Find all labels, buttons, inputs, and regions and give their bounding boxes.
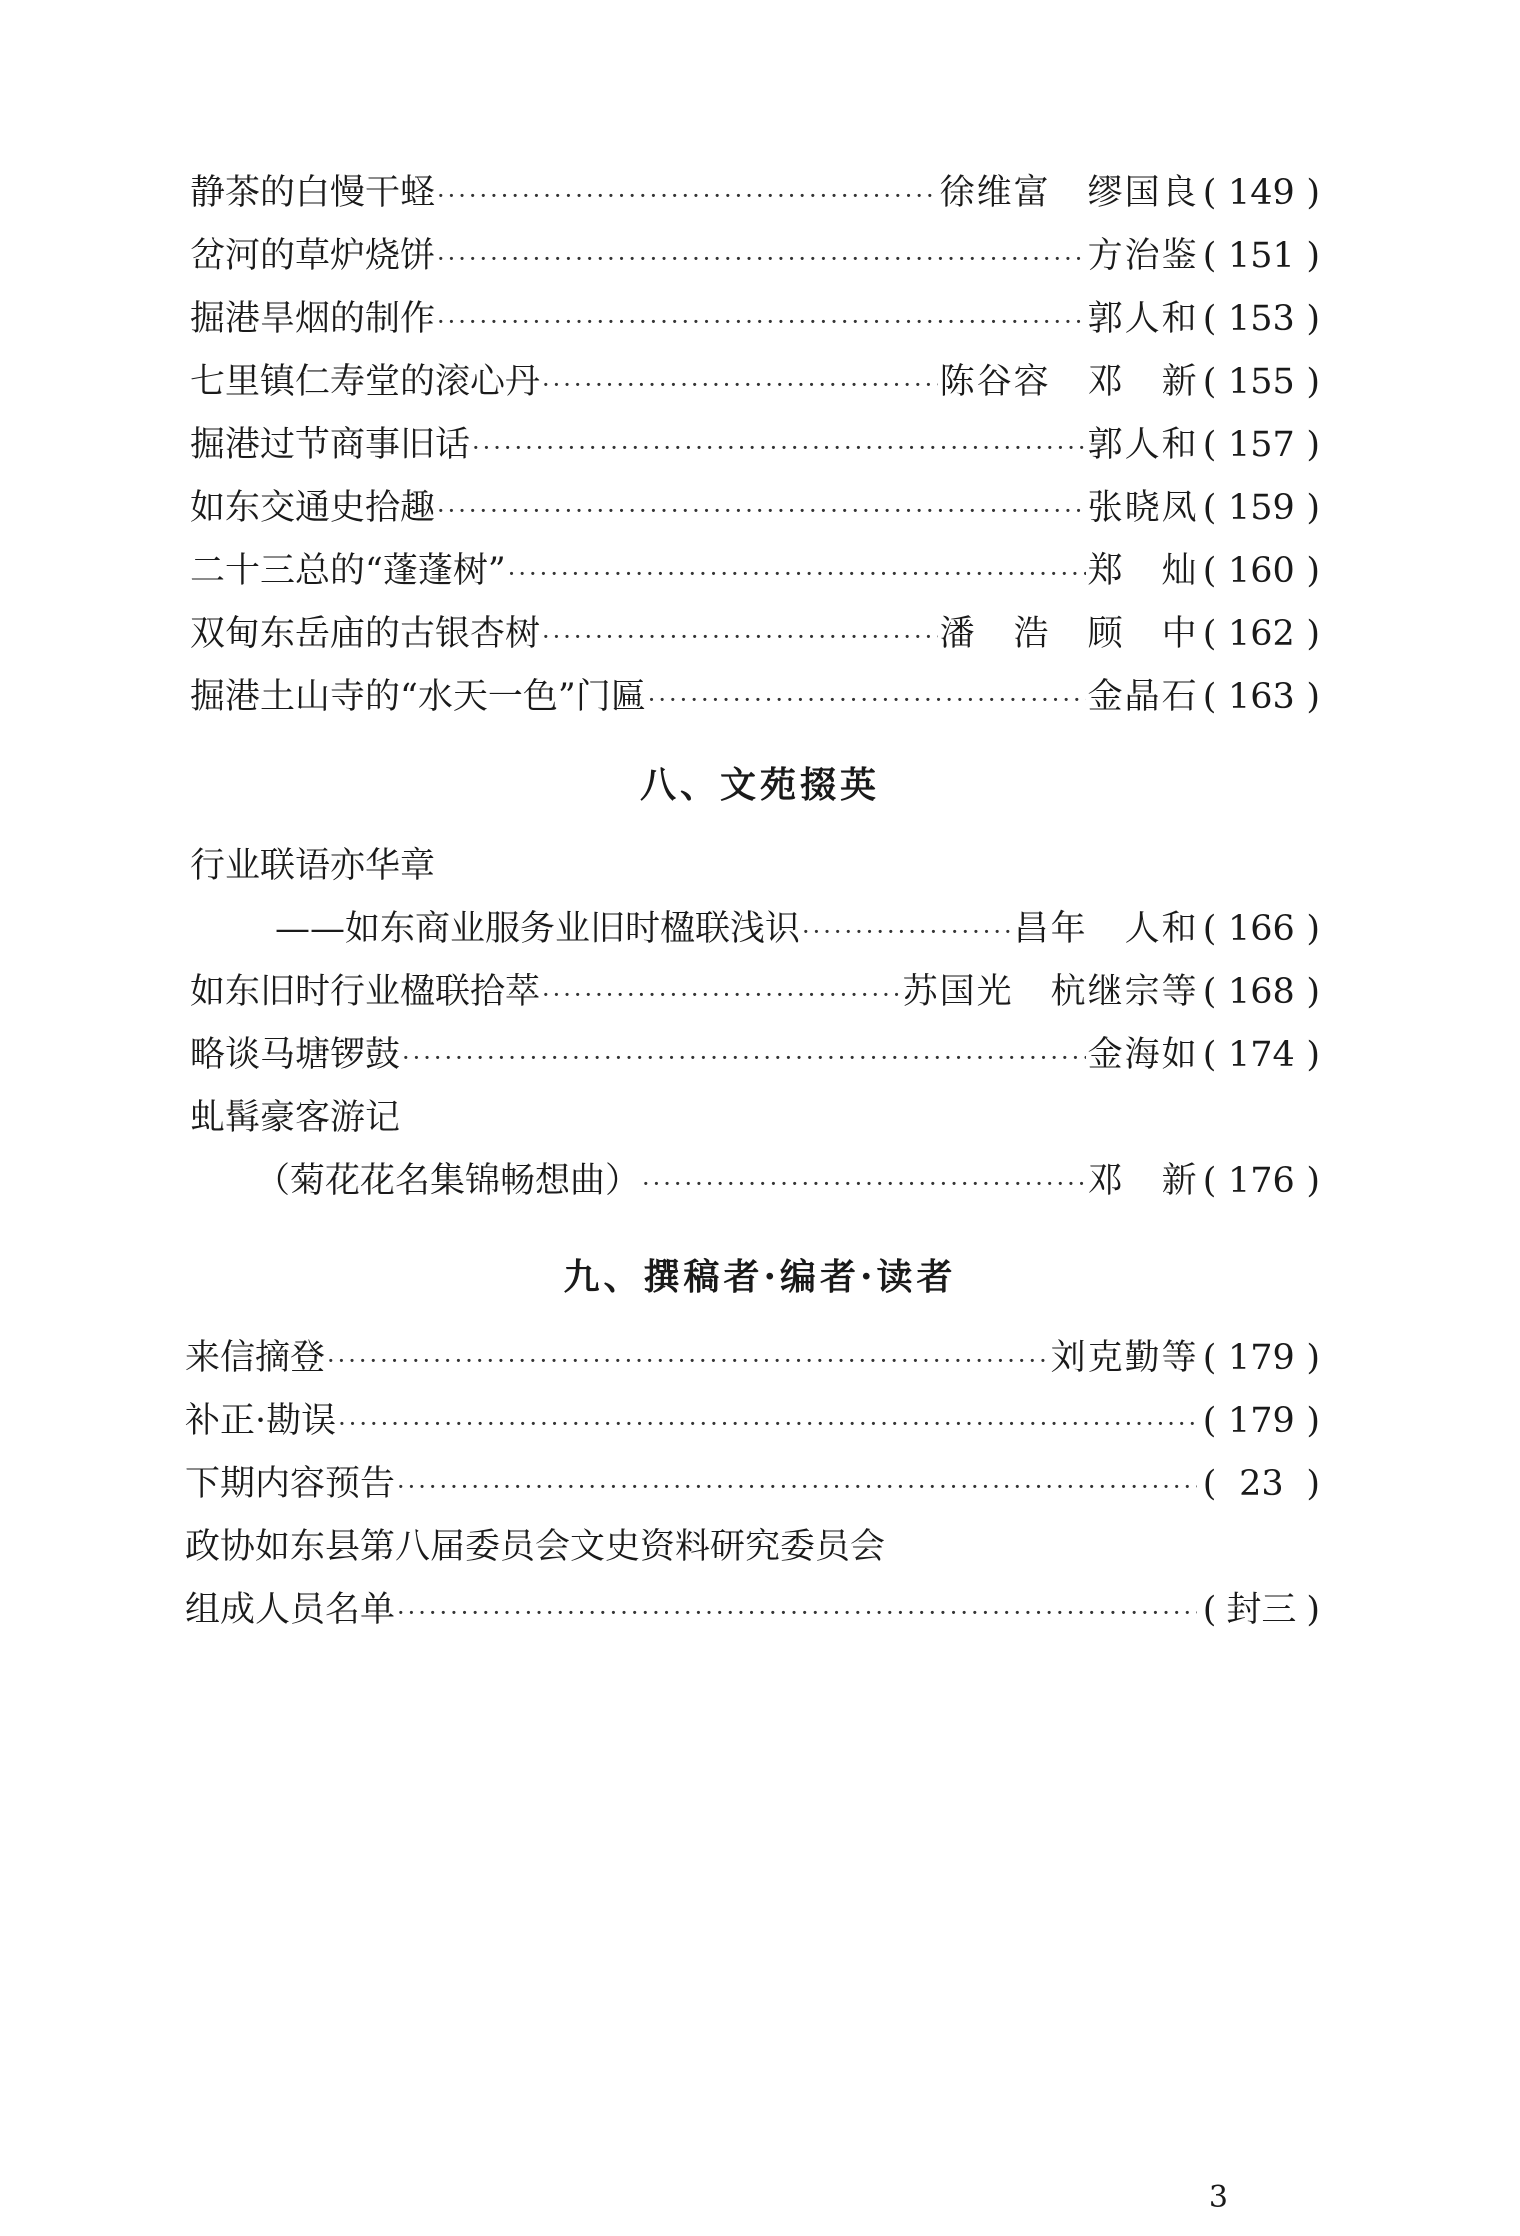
toc-entry-author: 昌年 人和 — [1013, 909, 1199, 949]
toc-entry-page: ( 159 ) — [1202, 488, 1320, 528]
leader-dots — [338, 1396, 1197, 1452]
toc-entry-page: ( 163 ) — [1202, 677, 1320, 717]
toc-entry-page: ( 149 ) — [1202, 173, 1320, 213]
leader-dots — [402, 1030, 1086, 1086]
toc-entry — [185, 1582, 1320, 1638]
section-heading: 八、文苑掇英 — [639, 764, 880, 806]
toc-entry-page: ( 155 ) — [1202, 362, 1320, 402]
toc-entry-page: ( 162 ) — [1202, 614, 1320, 654]
toc-entry-page: ( 封三 ) — [1202, 1590, 1320, 1630]
toc-entry — [190, 606, 1320, 662]
toc-entry-title: 来信摘登 — [185, 1338, 326, 1378]
toc-entry — [190, 291, 1320, 347]
toc-entry-title: 组成人员名单 — [185, 1590, 396, 1630]
leader-dots — [397, 1585, 1197, 1641]
toc-entry-title: 双甸东岳庙的古银杏树 — [190, 614, 541, 654]
toc-entry — [185, 1456, 1320, 1512]
toc-entry-page: ( 23 ) — [1202, 1464, 1320, 1504]
toc-entry-author: 刘克勤等 — [1050, 1338, 1199, 1378]
toc-entry-title: 补正·勘误 — [185, 1401, 337, 1441]
page-number: 3 — [1208, 2180, 1228, 2215]
toc-entry — [190, 165, 1320, 221]
toc-entry-title: 岔河的草炉烧饼 — [190, 236, 436, 276]
leader-dots — [648, 672, 1086, 728]
toc-entry-page: ( 157 ) — [1202, 425, 1320, 465]
toc-entry-title: 如东交通史拾趣 — [190, 488, 436, 528]
toc-entry — [190, 417, 1320, 473]
toc-entry-author: 金晶石 — [1087, 677, 1199, 717]
toc-entry-title: 七里镇仁寿堂的滚心丹 — [190, 362, 541, 402]
leader-dots — [542, 357, 938, 413]
toc-entry-page: ( 176 ) — [1202, 1161, 1320, 1201]
toc-entry-page: ( 160 ) — [1202, 551, 1320, 591]
toc-entry — [190, 354, 1320, 410]
toc-entry — [185, 1330, 1320, 1386]
toc-entry — [190, 669, 1320, 725]
leader-dots — [437, 294, 1086, 350]
toc-entry-subtitle: ——如东商业服务业旧时楹联浅识 — [275, 909, 801, 949]
toc-entry — [190, 480, 1320, 536]
toc-entry-author: 郭人和 — [1087, 299, 1199, 339]
toc-entry-author: 潘 浩 顾 中 — [939, 614, 1199, 654]
toc-entry-subtitle: （菊花花名集锦畅想曲） — [255, 1161, 641, 1201]
leader-dots — [508, 546, 1086, 602]
leader-dots — [327, 1333, 1049, 1389]
toc-entry-page: ( 179 ) — [1202, 1338, 1320, 1378]
toc-entry-title: 如东旧时行业楹联拾萃 — [190, 972, 541, 1012]
toc-entry-author: 徐维富 缪国良 — [939, 173, 1199, 213]
toc-entry-author: 郭人和 — [1087, 425, 1199, 465]
toc-entry-author: 郑 灿 — [1087, 551, 1199, 591]
section-heading: 九、撰稿者·编者·读者 — [563, 1256, 957, 1298]
toc-entry-author: 陈谷容 邓 新 — [939, 362, 1199, 402]
toc-entry-title: 二十三总的“蓬蓬树” — [190, 551, 506, 591]
toc-entry-title: 掘港土山寺的“水天一色”门匾 — [190, 677, 646, 717]
toc-entry-page: ( 151 ) — [1202, 236, 1320, 276]
leader-dots — [472, 420, 1086, 476]
toc-entry-page: ( 174 ) — [1202, 1035, 1320, 1075]
toc-entry — [190, 228, 1320, 284]
toc-entry-author: 方治鉴 — [1087, 236, 1199, 276]
toc-entry-title: 静茶的白慢干蛏 — [190, 173, 436, 213]
toc-entry-page: ( 168 ) — [1202, 972, 1320, 1012]
toc-entry — [190, 1027, 1320, 1083]
toc-entry — [275, 901, 1320, 957]
toc-entry-title: 行业联语亦华章 — [190, 846, 436, 886]
toc-entry — [190, 543, 1320, 599]
toc-entry-author: 张晓凤 — [1087, 488, 1199, 528]
toc-entry-title: 略谈马塘锣鼓 — [190, 1035, 401, 1075]
toc-entry-title: 政协如东县第八届委员会文史资料研究委员会 — [185, 1527, 886, 1567]
leader-dots — [397, 1459, 1197, 1515]
leader-dots — [437, 231, 1086, 287]
toc-entry-page: ( 166 ) — [1202, 909, 1320, 949]
toc-entry-title: 掘港旱烟的制作 — [190, 299, 436, 339]
leader-dots — [542, 967, 901, 1023]
leader-dots — [642, 1156, 1086, 1212]
leader-dots — [437, 483, 1086, 539]
toc-entry-title: 下期内容预告 — [185, 1464, 396, 1504]
toc-entry-title: 掘港过节商事旧话 — [190, 425, 471, 465]
toc-entry — [255, 1153, 1320, 1209]
toc-entry — [190, 964, 1320, 1020]
toc-entry-author: 邓 新 — [1087, 1161, 1199, 1201]
toc-entry-page: ( 153 ) — [1202, 299, 1320, 339]
toc-entry-author: 苏国光 杭继宗等 — [902, 972, 1199, 1012]
toc-entry — [185, 1393, 1320, 1449]
leader-dots — [437, 168, 938, 224]
leader-dots — [802, 904, 1012, 960]
toc-entry-author: 金海如 — [1087, 1035, 1199, 1075]
leader-dots — [542, 609, 938, 665]
toc-entry-page: ( 179 ) — [1202, 1401, 1320, 1441]
toc-entry-title: 虬髯豪客游记 — [190, 1098, 401, 1138]
